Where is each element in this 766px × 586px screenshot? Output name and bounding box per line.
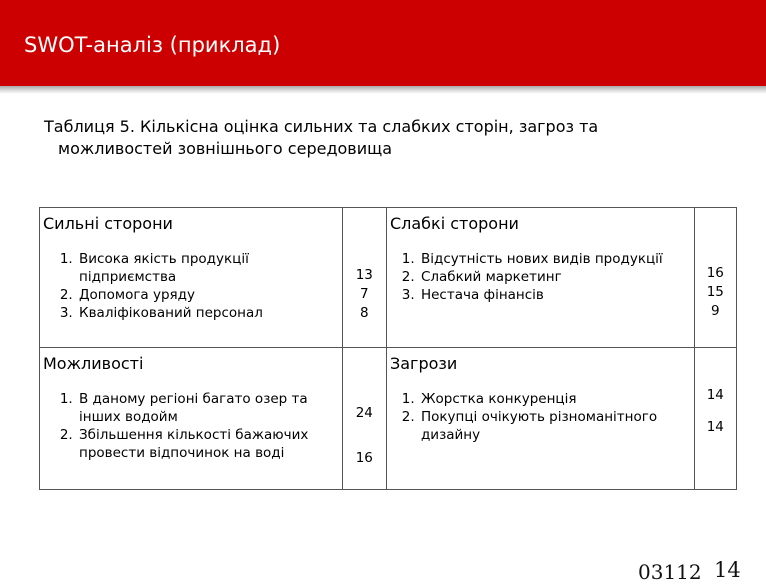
score-value: 8: [359, 305, 369, 321]
list-item: 1. В даному регіоні багато озер та інших водойм: [77, 390, 342, 426]
list-item: 2. Допомога уряду: [77, 286, 342, 304]
caption-line-1: Таблиця 5. Кількісна оцінка сильних та слабких сторін, загроз та: [44, 117, 599, 136]
slide-header: [0, 0, 766, 86]
opportunities-title: Можливості: [43, 354, 144, 373]
strengths-scores-cell: [342, 208, 386, 348]
header-shadow: [0, 86, 766, 94]
table-caption: [44, 116, 724, 160]
strengths-title: Сильні сторони: [43, 214, 173, 233]
page-number: 14: [714, 558, 741, 582]
swot-table: [39, 207, 737, 490]
list-item: 3. Нестача фінансів: [419, 286, 694, 304]
score-value: 16: [706, 265, 724, 281]
score-value: 24: [355, 405, 373, 421]
threats-title: Загрози: [389, 354, 458, 373]
weaknesses-scores-cell: [694, 208, 736, 348]
strengths-list: [40, 250, 342, 322]
swot-row-internal: [40, 208, 737, 348]
opportunities-cell: [40, 348, 343, 490]
score-value: 7: [359, 286, 369, 302]
list-item: 1. Висока якість продукції підприємства: [77, 250, 342, 286]
threats-cell: [386, 348, 694, 490]
threats-scores-cell: [694, 348, 736, 490]
page-code: 03112: [638, 560, 702, 584]
list-item: 2. Слабкий маркетинг: [419, 268, 694, 286]
swot-row-external: [40, 348, 737, 490]
slide-title: SWOT-аналіз (приклад): [24, 33, 281, 57]
score-value: 15: [706, 284, 724, 300]
score-value: 16: [355, 450, 373, 466]
list-item: 2. Покупці очікують різноманітного дизайну: [419, 408, 694, 444]
score-value: 9: [711, 303, 720, 319]
list-item: 1. Відсутність нових видів продукції: [419, 250, 694, 268]
score-value: 13: [355, 267, 373, 283]
threats-list: [387, 390, 694, 444]
weaknesses-list: [387, 250, 694, 304]
caption-line-2: можливостей зовнішнього середовища: [58, 139, 392, 158]
score-value: 14: [706, 419, 724, 435]
weaknesses-cell: [386, 208, 694, 348]
strengths-cell: [40, 208, 343, 348]
opportunities-scores-cell: [342, 348, 386, 490]
weaknesses-title: Слабкі сторони: [389, 214, 519, 233]
score-value: 14: [706, 387, 724, 403]
list-item: 3. Кваліфікований персонал: [77, 304, 342, 322]
opportunities-list: [40, 390, 342, 462]
list-item: 2. Збільшення кількості бажаючих провести відпочинок на воді: [77, 426, 342, 462]
list-item: 1. Жорстка конкуренція: [419, 390, 694, 408]
